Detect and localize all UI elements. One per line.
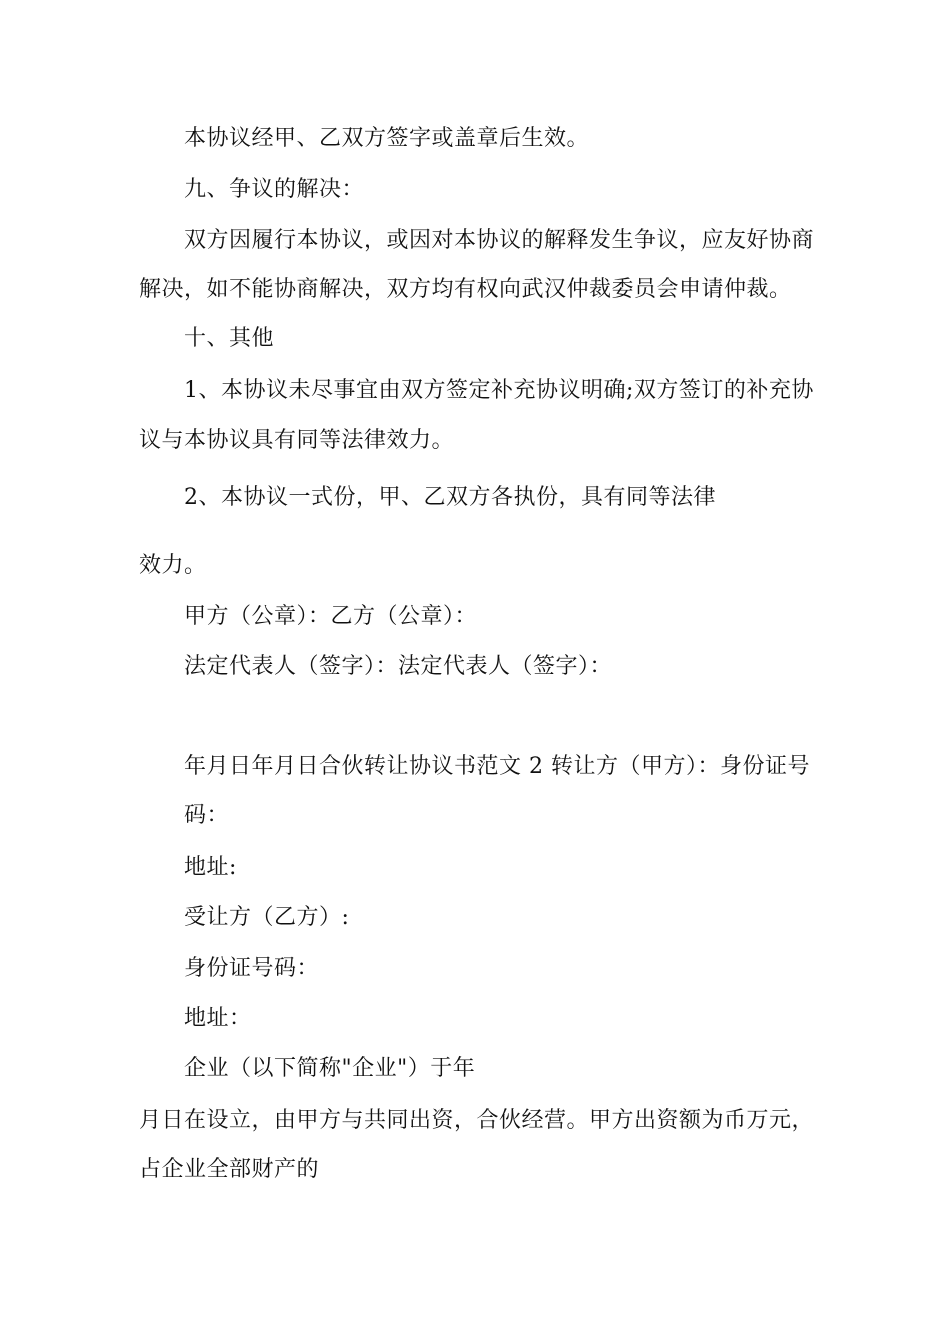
paragraph-transfer-title-line-2: 码： bbox=[184, 803, 230, 828]
paragraph-dispute-line-1: 双方因履行本协议，或因对本协议的解释发生争议，应友好协商 bbox=[184, 228, 815, 253]
paragraph-enterprise-line-3: 占企业全部财产的 bbox=[139, 1157, 320, 1182]
paragraph-item2-line-2: 效力。 bbox=[139, 553, 207, 578]
field-id-number: 身份证号码： bbox=[184, 956, 320, 981]
heading-dispute-resolution: 九、争议的解决： bbox=[184, 177, 365, 202]
paragraph-dispute-line-2: 解决，如不能协商解决，双方均有权向武汉仲裁委员会申请仲裁。 bbox=[139, 277, 792, 302]
paragraph-item2-line-1: 2、本协议一式份，甲、乙双方各执份，具有同等法律 bbox=[184, 485, 716, 510]
field-address-b: 地址： bbox=[184, 1006, 252, 1031]
paragraph-enterprise-line-1: 企业（以下简称"企业"）于年 bbox=[184, 1056, 476, 1081]
field-address-a: 地址: bbox=[184, 855, 237, 880]
field-transferee: 受让方（乙方）: bbox=[184, 905, 350, 930]
paragraph-effect-clause: 本协议经甲、乙双方签字或盖章后生效。 bbox=[184, 126, 590, 151]
paragraph-item1-line-1: 1、本协议未尽事宜由双方签定补充协议明确;双方签订的补充协 bbox=[184, 378, 814, 403]
signature-representative-line: 法定代表人（签字）：法定代表人（签字）： bbox=[184, 654, 613, 679]
paragraph-item1-line-2: 议与本协议具有同等法律效力。 bbox=[139, 428, 455, 453]
paragraph-enterprise-line-2: 月日在设立，由甲方与共同出资，合伙经营。甲方出资额为币万元， bbox=[139, 1108, 815, 1133]
heading-other: 十、其他 bbox=[184, 326, 275, 351]
paragraph-transfer-title-line: 年月日年月日合伙转让协议书范文 2 转让方（甲方）：身份证号 bbox=[184, 754, 810, 779]
signature-seal-line: 甲方（公章）：乙方（公章）： bbox=[184, 604, 478, 629]
